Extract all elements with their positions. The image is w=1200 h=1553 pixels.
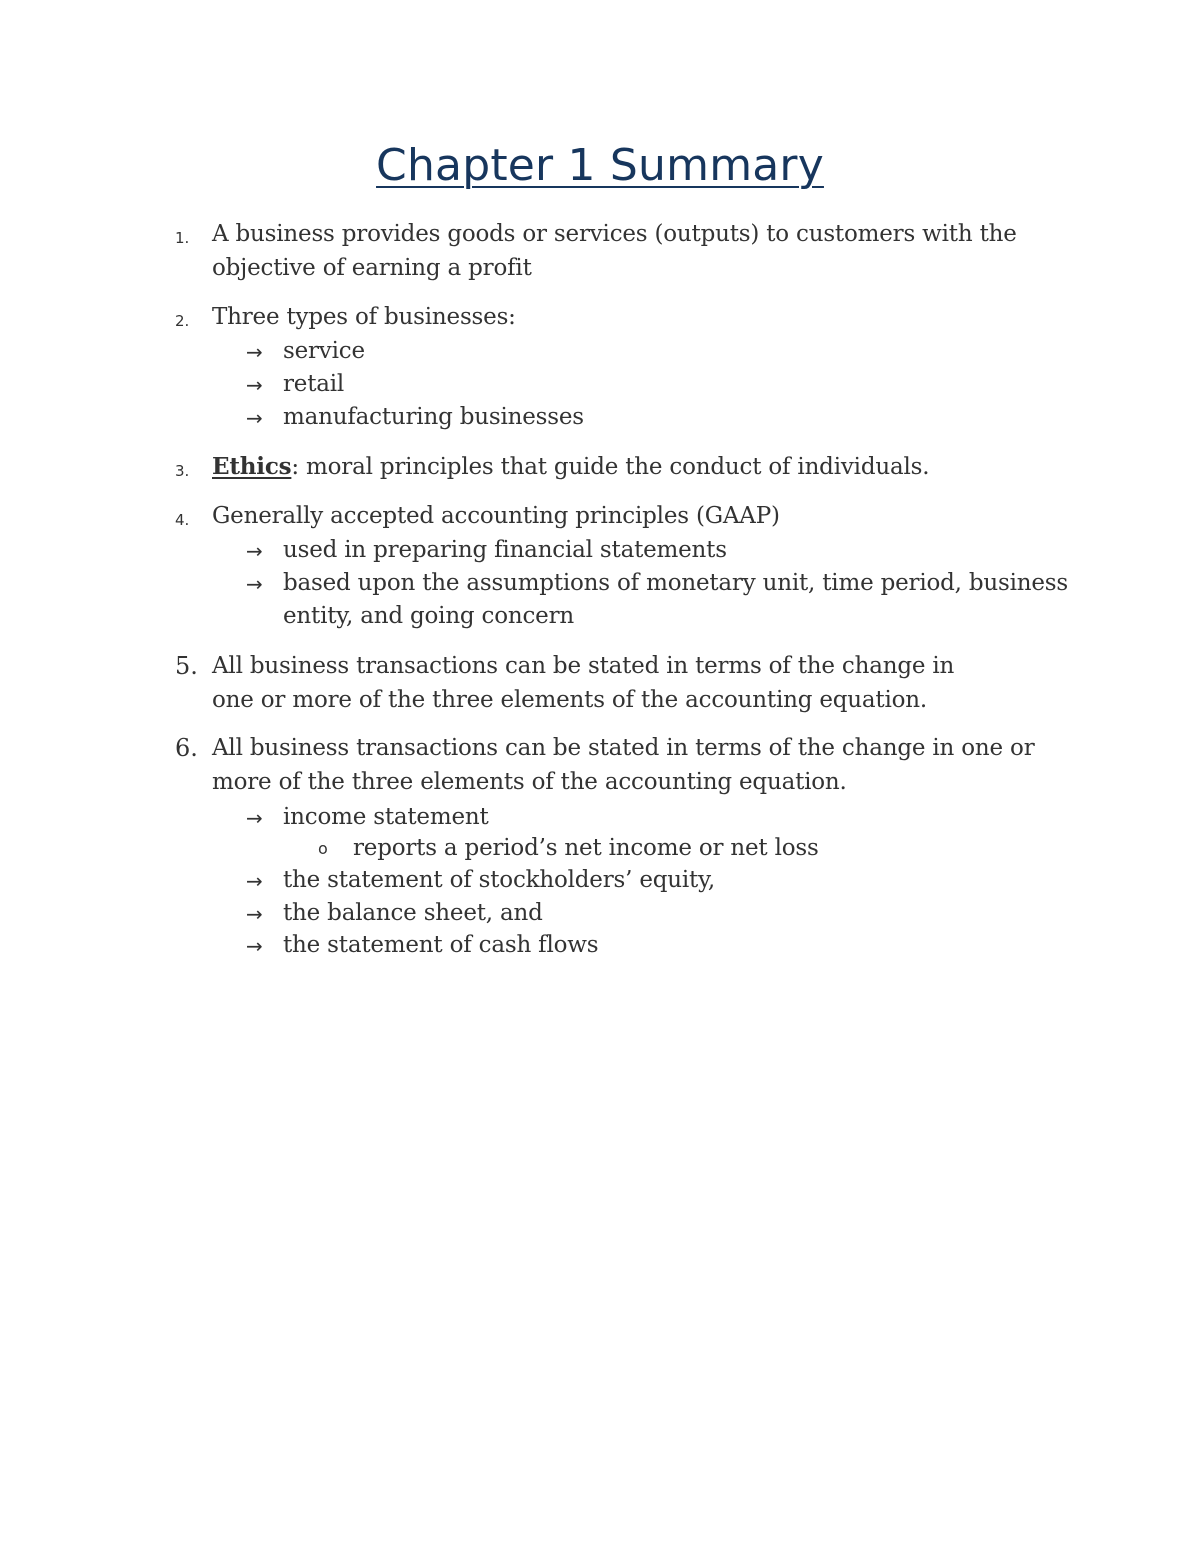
item-6-bullet-2: the statement of stockholders’ equity, [283,867,715,893]
list-number-2: 2. [175,312,190,330]
arrow-icon: → [246,934,263,958]
item-6-line-2: more of the three elements of the accounting equation. [212,769,847,795]
arrow-icon: → [246,539,263,563]
list-number-3: 3. [175,462,190,480]
ethics-definition: : moral principles that guide the conduct of individuals. [291,454,930,480]
item-6-bullet-4: the statement of cash flows [283,932,599,958]
item-2-bullet-2: retail [283,371,345,397]
list-number-5: 5. [175,652,198,680]
item-2-bullet-1: service [283,338,365,364]
page-title: Chapter 1 Summary [376,140,824,191]
list-number-1: 1. [175,229,190,247]
item-6-bullet-1: income statement [283,804,489,830]
arrow-icon: → [246,406,263,430]
item-1-line-1: A business provides goods or services (outputs) to customers with the [212,221,1017,247]
arrow-icon: → [246,869,263,893]
arrow-icon: → [246,572,263,596]
arrow-icon: → [246,806,263,830]
item-4-bullet-1: used in preparing financial statements [283,537,727,563]
item-1-line-2: objective of earning a profit [212,255,532,281]
item-2-bullet-3: manufacturing businesses [283,404,584,430]
item-2-line-1: Three types of businesses: [212,304,516,330]
item-6-sub-bullet-1: reports a period’s net income or net loss [353,835,819,861]
list-number-6: 6. [175,734,198,762]
arrow-icon: → [246,373,263,397]
item-5-line-2: one or more of the three elements of the accounting equation. [212,687,927,713]
item-4-line-1: Generally accepted accounting principles (GAAP) [212,503,780,529]
item-4-bullet-2-cont: entity, and going concern [283,603,575,629]
arrow-icon: → [246,902,263,926]
arrow-icon: → [246,340,263,364]
item-4-bullet-2: based upon the assumptions of monetary unit, time period, business [283,570,1068,596]
item-6-bullet-3: the balance sheet, and [283,900,543,926]
item-3-line [212,452,929,482]
item-6-line-1: All business transactions can be stated in terms of the change in one or [212,735,1035,761]
circle-bullet-icon: o [318,839,328,858]
list-number-4: 4. [175,511,190,529]
ethics-term: Ethics [212,453,292,480]
item-5-line-1: All business transactions can be stated in terms of the change in [212,653,955,679]
